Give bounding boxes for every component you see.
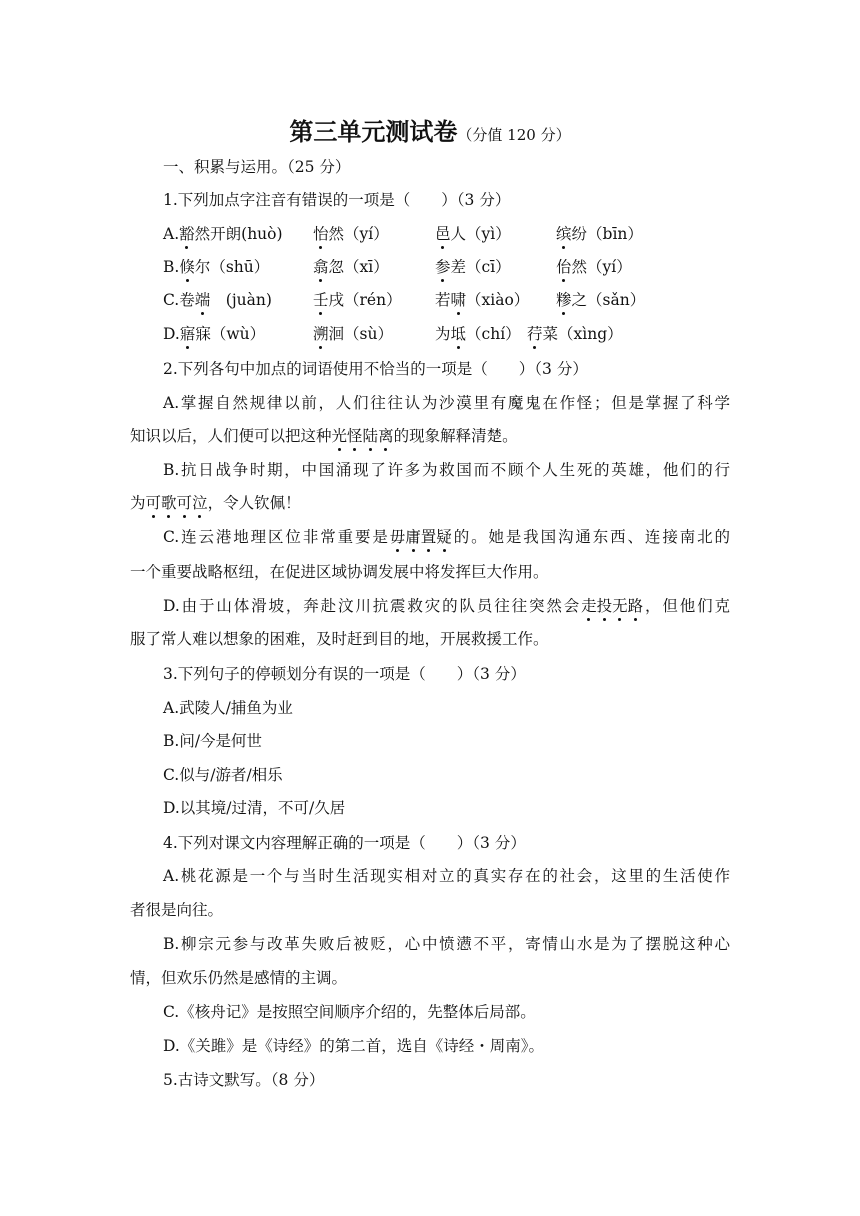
q2-option-d-line-1: D.由于山体滑坡，奔赴汶川抗震救灾的队员往往突然会走投无路，但他们克 <box>163 597 730 615</box>
q2-option-d-line-2: 服了常人难以想象的困难，及时赶到目的地，开展救援工作。 <box>130 630 549 648</box>
q3-option-d: D.以其境/过清，不可/久居 <box>163 799 346 817</box>
q2-option-b-line-2: 为可歌可泣，令人钦佩！ <box>130 494 301 512</box>
q3-option-c: C.似与/游者/相乐 <box>163 766 283 784</box>
q1-d-item-2: 溯洄（sù） <box>313 325 393 343</box>
dotted-char: 歌 <box>161 494 177 512</box>
dotted-char: 泣 <box>192 494 208 512</box>
q1-d-item-1: D.寤寐（wù） <box>163 325 266 343</box>
dotted-char: 离 <box>378 427 394 445</box>
dotted-char: 路 <box>627 597 644 615</box>
q2-option-a-line-2: 知识以后，人们便可以把这种光怪陆离的现象解释清楚。 <box>130 427 518 445</box>
dotted-char: 庸 <box>405 528 421 546</box>
q4-option-a-line-1: A.桃花源是一个与当时生活现实相对立的真实存在的社会，这里的生活使作 <box>163 867 730 885</box>
dotted-char: 可 <box>176 494 193 512</box>
q1-a-item-2: 怡然（yí） <box>313 225 389 243</box>
dotted-char: 光 <box>331 427 348 445</box>
exam-title <box>0 112 860 147</box>
q4-option-b-line-2: 情，但欢乐仍然是感情的主调。 <box>130 969 348 987</box>
q2-option-c-line-1: C.连云港地理区位非常重要是毋庸置疑的。她是我国沟通东西、连接南北的 <box>163 528 730 546</box>
q3-option-a: A.武陵人/捕鱼为业 <box>163 699 293 717</box>
q1-b-item-1: B.倏尔（shū） <box>163 258 270 276</box>
q1-b-item-2: 翕忽（xī） <box>313 258 389 276</box>
question-5-stem: 5.古诗文默写。（8 分） <box>163 1071 325 1089</box>
question-3-stem: 3.下列句子的停顿划分有误的一项是（ ）（3 分） <box>163 665 526 683</box>
dotted-char: 毋 <box>389 528 406 546</box>
q1-c-item-4: 糁之（sǎn） <box>556 291 646 309</box>
q1-a-item-3: 邑人（yì） <box>435 225 511 243</box>
q4-option-d: D.《关雎》是《诗经》的第二首，选自《诗经・周南》。 <box>163 1037 545 1055</box>
question-1-stem: 1.下列加点字注音有错误的一项是（ ）（3 分） <box>163 191 511 209</box>
q1-d-item-4: 荇菜（xìng） <box>527 325 623 343</box>
dotted-char: 走 <box>581 597 597 615</box>
q1-d-item-3: 为坻（chí） <box>435 325 521 343</box>
q2-option-c-line-2: 一个重要战略枢纽，在促进区域协调发展中将发挥巨大作用。 <box>130 563 549 581</box>
q3-option-b: B.问/今是何世 <box>163 732 263 750</box>
dotted-char: 疑 <box>436 528 452 546</box>
q1-c-item-1: C.卷端 (juàn) <box>163 291 272 309</box>
q1-c-item-3: 若啸（xiào） <box>435 291 530 309</box>
title-main: 第三单元测试卷 <box>289 117 458 146</box>
dotted-char: 置 <box>420 528 437 546</box>
title-score: （分值 120 分） <box>457 126 571 144</box>
dotted-char: 无 <box>612 597 628 615</box>
q2-c-dotted-phrase <box>390 528 452 546</box>
dotted-char: 投 <box>596 597 613 615</box>
q1-b-item-4: 佁然（yí） <box>556 258 632 276</box>
q1-b-item-3: 参差（cī） <box>435 258 511 276</box>
section-heading: 一、积累与运用。（25 分） <box>163 158 351 176</box>
q2-option-a-line-1: A.掌握自然规律以前，人们往往认为沙漠里有魔鬼在作怪；但是掌握了科学 <box>163 394 730 412</box>
q2-b-dotted-phrase <box>146 494 208 512</box>
q4-option-c: C.《核舟记》是按照空间顺序介绍的，先整体后局部。 <box>163 1003 536 1021</box>
q2-d-dotted-phrase <box>581 597 643 615</box>
question-4-stem: 4.下列对课文内容理解正确的一项是（ ）（3 分） <box>163 834 526 852</box>
q1-a-item-4: 缤纷（bīn） <box>556 225 643 243</box>
dotted-char: 怪 <box>347 427 363 445</box>
q2-option-b-line-1: B.抗日战争时期，中国涌现了许多为救国而不顾个人生死的英雄，他们的行 <box>163 461 730 479</box>
q1-a-item-1: A.豁然开朗(huò) <box>163 225 283 243</box>
question-2-stem: 2.下列各句中加点的词语使用不恰当的一项是（ ）（3 分） <box>163 360 588 378</box>
q1-c-item-2: 壬戌（rén） <box>313 291 402 309</box>
q4-option-a-line-2: 者很是向往。 <box>130 901 224 919</box>
q2-a-dotted-phrase <box>332 427 394 445</box>
dotted-char: 陆 <box>362 427 379 445</box>
q4-option-b-line-1: B.柳宗元参与改革失败后被贬，心中愤懑不平，寄情山水是为了摆脱这种心 <box>163 935 730 953</box>
dotted-char: 可 <box>145 494 162 512</box>
